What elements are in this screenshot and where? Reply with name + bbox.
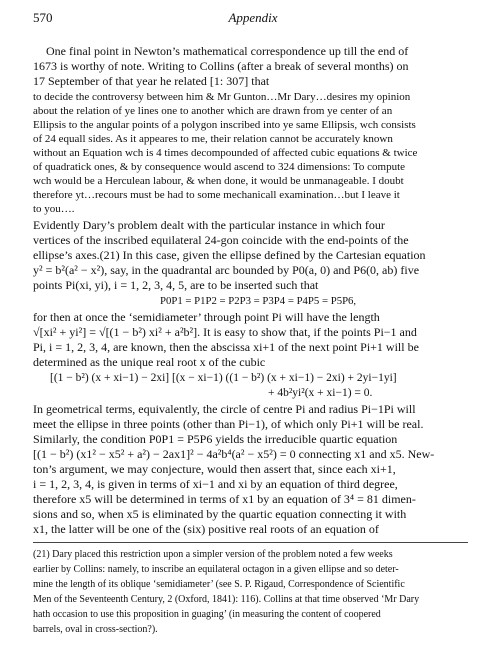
equation-equal-chords: P0P1 = P1P2 = P2P3 = P3P4 = P4P5 = P5P6,: [160, 295, 357, 307]
body-line: therefore x5 will be determined in terms of x1 by an equation of 3⁴ = 81 dimen-: [33, 492, 416, 506]
body-line: In geometrical terms, equivalently, the circle of centre Pi and radius Pi−1Pi will: [33, 402, 416, 416]
body-line: Evidently Dary’s problem dealt with the particular instance in which four: [33, 218, 385, 232]
body-line: y² = b²(a² − x²), say, in the quadrantal arc bounded by P0(a, 0) and P6(0, ab) five: [33, 263, 420, 277]
page-header: [33, 10, 473, 28]
body-line: ellipse’s axes.(21) In this case, given the ellipse defined by the Cartesian equation: [33, 248, 426, 262]
quote-line: therefore yt…recours must be had to some mechanicall examination…but I leave it: [33, 189, 400, 201]
quote-line: of 24 equall sides. As it appeares to me, their relation cannot be accurately known: [33, 133, 393, 145]
quote-line: to you….: [33, 203, 75, 215]
footnote-line: mine the length of its oblique ‘semidiameter’ (see S. P. Rigaud, Correspondence of Scientific: [33, 579, 405, 590]
footnote-line: hath occasion to use this proposition in guaging’ (in measuring the content of coopered: [33, 609, 381, 620]
equation-cubic-continued: + 4b²yi²(x + xi−1) = 0.: [268, 387, 373, 399]
body-line: Pi, i = 1, 2, 3, 4, are known, then the abscissa xi+1 of the next point Pi+1 will be: [33, 340, 419, 354]
quote-line: of quadratick ones, & by consequence would ascend to 324 dimensions: To compute: [33, 161, 406, 173]
body-line: One final point in Newton’s mathematical correspondence up till the end of: [46, 44, 409, 58]
body-line: 17 September of that year he related [1: 307] that: [33, 74, 270, 88]
footnote-line: (21) Dary placed this restriction upon a simpler version of the problem noted a few weeks: [33, 549, 393, 560]
body-line: [(1 − b²) (x1² − x5² + a²) − 2ax1]² − 4a²b⁴(a² − x5²) = 0 connecting x1 and x5. New-: [33, 447, 435, 461]
body-line: sions and so, when x5 is eliminated by the quartic equation connecting it with: [33, 507, 407, 521]
page-number: 570: [33, 10, 53, 25]
equation-cubic: [(1 − b²) (x + xi−1) − 2xi] [(x − xi−1) ((1 − b²) (x + xi−1) − 2xi) + 2yi−1yi]: [50, 372, 397, 384]
body-line: for then at once the ‘semidiameter’ through point Pi will have the length: [33, 310, 380, 324]
quote-line: about the relation of ye lines one to another which are drawn from ye center of an: [33, 105, 393, 117]
running-title: Appendix: [228, 10, 278, 25]
footnote-line: barrels, oval in cross-section?).: [33, 624, 158, 635]
quote-line: without an Equation wch is 4 times decompounded of affected cubic equations & twice: [33, 147, 418, 159]
body-line: points Pi(xi, yi), i = 1, 2, 3, 4, 5, are to be inserted such that: [33, 278, 319, 292]
body-line: meet the ellipse in three points (other than Pi−1), of which only Pi+1 will be real.: [33, 417, 424, 431]
body-line: 1673 is worthy of note. Writing to Collins (after a break of several months) on: [33, 59, 409, 73]
footnote-rule: [33, 542, 468, 543]
body-line: vertices of the inscribed equilateral 24-gon coincide with the end-points of the: [33, 233, 409, 247]
body-line: determined as the unique real root x of the cubic: [33, 355, 266, 369]
body-line: i = 1, 2, 3, 4, is given in terms of xi−1 and xi by an equation of third degree,: [33, 477, 398, 491]
quote-line: Ellipsis to the angular points of a polygon inscribed into ye same Ellipsis, wch consists: [33, 119, 416, 131]
quote-line: to decide the controversy between him & Mr Gunton…Mr Dary…desires my opinion: [33, 91, 411, 103]
body-line: Similarly, the condition P0P1 = P5P6 yields the irreducible quartic equation: [33, 432, 398, 446]
footnote-line: Men of the Seventeenth Century, 2 (Oxford, 1841): 116). Collins at that time observed ‘Mr Dary: [33, 594, 420, 605]
quote-line: wch would be a Herculean labour, & when done, it would be unmanageable. I doubt: [33, 175, 404, 187]
body-line: ton’s argument, we may conjecture, would then assert that, since each xi+1,: [33, 462, 396, 476]
footnote-line: earlier by Collins: namely, to inscribe an equilateral octagon in a given ellipse and so deter-: [33, 564, 399, 575]
body-line: √[xi² + yi²] = √[(1 − b²) xi² + a²b²]. It is easy to show that, if the points Pi−1 and: [33, 325, 417, 339]
body-line: x1, the latter will be one of the (six) positive real roots of an equation of: [33, 522, 379, 536]
